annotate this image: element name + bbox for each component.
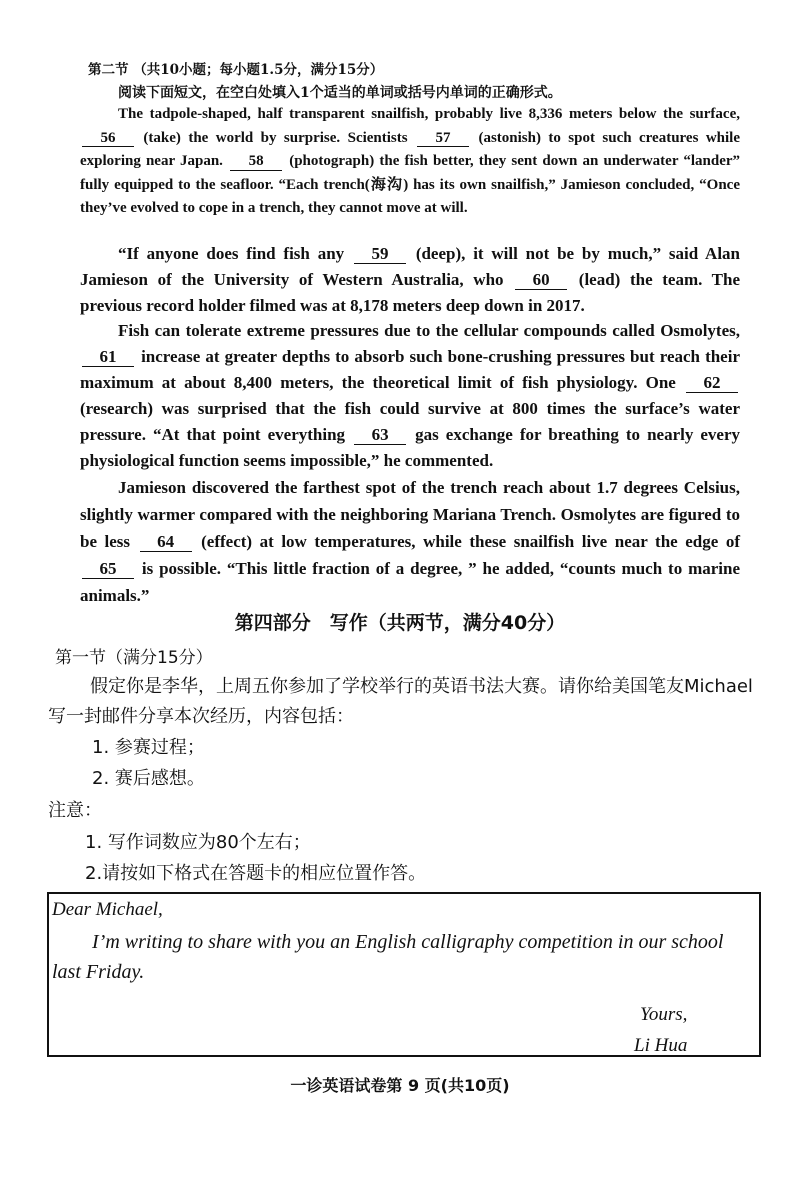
- note-item-2: 2.请按如下格式在答题卡的相应位置作答。: [85, 863, 427, 884]
- writing-task: 假定你是李华，上周五你参加了学校举行的英语书法大赛。请你给美国笔友Michael写一封邮件分享本次经历，内容包括：: [48, 676, 753, 727]
- letter-opening-line: I’m writing to share with you an English calligraphy competition in our school: [92, 931, 724, 953]
- letter-signature: Li Hua: [634, 1035, 688, 1056]
- passage-text: is possible. “This little fraction of a degree, ” he added, “counts much to marine animals.”: [80, 559, 741, 605]
- passage-text: gas exchange for breathing to nearly every physiological function seems impossible,” he commented.: [80, 425, 741, 470]
- letter-opening-line-continued: last Friday.: [52, 961, 145, 983]
- passage-paragraph-2: [80, 241, 740, 319]
- page-footer: 一诊英语试卷第 9 页(共10页): [290, 1076, 510, 1095]
- passage-paragraph-3: [80, 318, 740, 474]
- passage-paragraph-1: [80, 103, 740, 221]
- blank-58: 58: [230, 154, 282, 171]
- blank-65: 65: [82, 560, 134, 579]
- section2-instruction: 阅读下面短文，在空白处填入1个适当的单词或括号内单词的正确形式。: [118, 85, 562, 101]
- passage-text: (take) the world by surprise. Scientists: [143, 129, 408, 146]
- passage-text: increase at greater depths to absorb such bone-crushing pressures but reach their maximum at about 8,400 meters, the theoretical limit of fish physiology. One: [80, 347, 740, 392]
- passage-text: “If anyone does find fish any: [118, 244, 345, 263]
- passage-text: (deep), it will not be by much,” said Alan Jamieson of the University of Western Australia, who: [80, 244, 741, 289]
- passage-text: (lead) the team. The previous record holder filmed was at 8,178 meters deep down in 2017.: [80, 270, 741, 315]
- blank-63: 63: [354, 426, 406, 445]
- passage-text: Fish can tolerate extreme pressures due to the cellular compounds called Osmolytes,: [118, 321, 740, 340]
- note-label: 注意：: [48, 800, 102, 821]
- section2-heading: 第二节 （共10小题；每小题1.5分，满分15分）: [88, 62, 384, 78]
- blank-61: 61: [82, 348, 134, 367]
- blank-62: 62: [686, 374, 738, 393]
- blank-64: 64: [140, 533, 192, 552]
- blank-59: 59: [354, 245, 406, 264]
- passage-text: (photograph) the fish better, they sent down an underwater “lander” fully equipped to the seafloor. “Each trench(海沟) has its own snailfish,” Jamieson concluded, “Once they’ve evolved to cope in a trench, they cannot move at will.: [80, 153, 741, 216]
- writing-section1-heading: 第一节（满分15分）: [55, 648, 213, 668]
- blank-57: 57: [417, 131, 469, 148]
- passage-text: The tadpole-shaped, half transparent snailfish, probably live 8,336 meters below the surface,: [118, 106, 740, 122]
- passage-text: Jamieson discovered the farthest spot of the trench reach about 1.7 degrees Celsius, slightly warmer compared with the neighboring Mariana Trench. Osmolytes are figured to be less: [80, 478, 740, 551]
- passage-paragraph-4: [80, 474, 740, 609]
- content-item-2: 2. 赛后感想。: [92, 768, 205, 789]
- content-item-1: 1. 参赛过程；: [92, 737, 205, 758]
- letter-greeting: Dear Michael,: [52, 899, 163, 920]
- passage-text: (research) was surprised that the fish could survive at 800 times the surface’s water pressure. “At that point everything: [80, 399, 740, 444]
- passage-text: (astonish) to spot such creatures while exploring near Japan.: [80, 129, 741, 169]
- blank-60: 60: [515, 271, 567, 290]
- note-item-1: 1. 写作词数应为80个左右；: [85, 832, 311, 853]
- letter-closing: Yours,: [640, 1004, 688, 1025]
- blank-56: 56: [82, 131, 134, 148]
- part4-title: 第四部分 写作（共两节，满分40分）: [234, 612, 566, 634]
- passage-text: (effect) at low temperatures, while these snailfish live near the edge of: [201, 532, 741, 551]
